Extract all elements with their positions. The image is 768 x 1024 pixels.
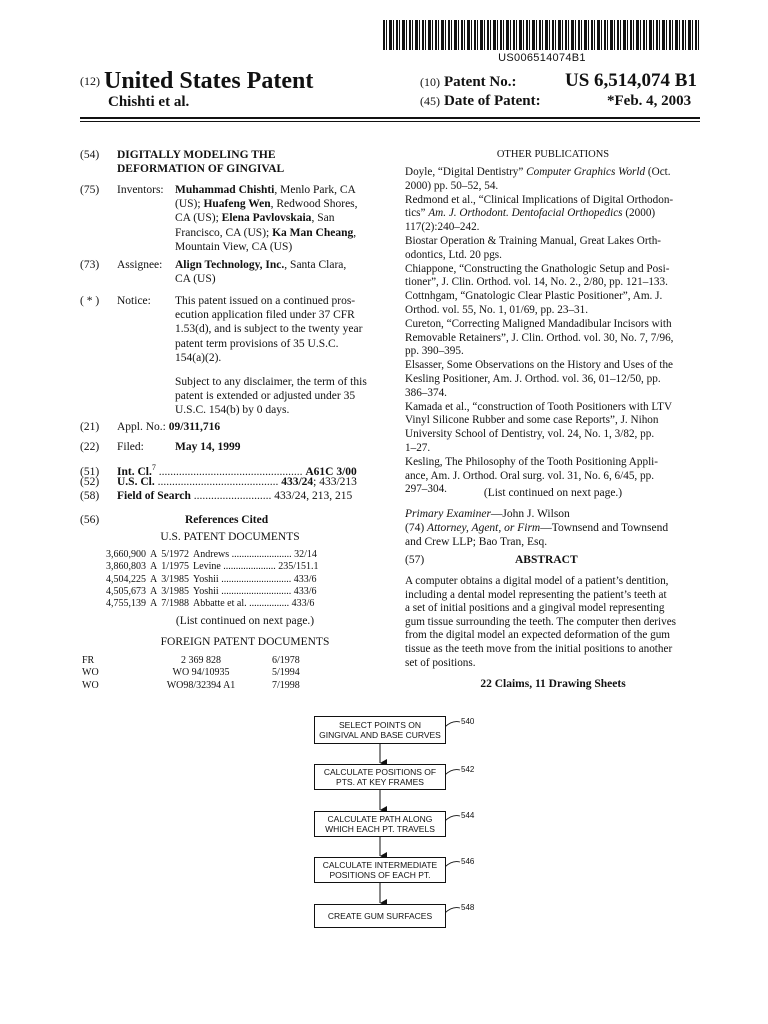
- pub-text: Cottnhgam, “Gnatologic Clear Plastic Positioner”, Am. J.: [405, 290, 663, 303]
- fos-label: Field of Search: [117, 490, 191, 502]
- assignee-code: (73): [80, 259, 100, 271]
- abstract-line: gum tissue surrounding the teeth. The computer then derives: [405, 615, 677, 628]
- doc-name: Yoshii: [193, 573, 219, 585]
- doc-dots: ............................: [218, 573, 294, 585]
- uscl-rest: ; 433/213: [313, 476, 357, 488]
- assignee-line2: CA (US): [175, 273, 216, 286]
- doc-date: 5/1972: [161, 549, 190, 560]
- us-list-continued: (List continued on next page.): [175, 615, 315, 627]
- pub-text: Biostar Operation & Training Manual, Great Lakes Orth-: [405, 234, 662, 247]
- inventor-2-loc: , Redwood Shores,: [270, 198, 358, 211]
- pub-text: Kesling, The Philosophy of the Tooth Positioning Appli-: [405, 455, 659, 468]
- doc-dots: ........................: [229, 549, 295, 560]
- doc-class: 433/6: [291, 598, 315, 610]
- inventor-5-loc: Mountain View, CA (US): [175, 240, 293, 253]
- disclaimer-line: U.S.C. 154(b) by 0 days.: [175, 404, 290, 417]
- notice-line: This patent issued on a continued pros-: [175, 295, 356, 307]
- ref-label-548: 548: [461, 903, 475, 912]
- intcl-dots: ..................................................: [155, 465, 306, 478]
- doc-dots: .....................: [220, 561, 279, 573]
- ref-leader-540: [445, 722, 460, 727]
- doc-class: 433/6: [293, 573, 317, 585]
- title-code: (54): [80, 149, 100, 161]
- abstract-line: tissue as the teeth move from the initial positions to another: [405, 642, 673, 655]
- pub-text: 297–304.: [405, 483, 447, 496]
- attorney-label: Attorney, Agent, or Firm: [427, 522, 541, 534]
- pub-text: 117(2):240–242.: [405, 221, 480, 234]
- pub-text: Doyle, “Digital Dentistry”: [405, 166, 527, 178]
- us-docs-title: U.S. PATENT DOCUMENTS: [160, 531, 300, 543]
- appl-label: Appl. No.:: [117, 421, 166, 433]
- title-line2: DEFORMATION OF GINGIVAL: [117, 163, 285, 176]
- fos-code: (58): [80, 490, 100, 502]
- fos-dots: ...........................: [190, 490, 275, 502]
- uscl-dots: ..........................................: [154, 476, 282, 488]
- doc-date: 1/1975: [161, 561, 190, 573]
- patent-date: *Feb. 4, 2003: [607, 93, 692, 109]
- authors: Chishti et al.: [108, 94, 190, 110]
- notice-line: 154(a)(2).: [175, 351, 222, 364]
- abstract-line: set of positions.: [405, 656, 476, 669]
- doc-country: WO: [82, 667, 99, 679]
- doc-dots: ............................: [218, 585, 294, 597]
- ref-label-546: 546: [461, 857, 475, 866]
- pub-text: University School of Dentistry, vol. 24, No. 1, 3/82, pp.: [405, 428, 655, 441]
- title-line1: DIGITALLY MODELING THE: [117, 149, 276, 161]
- refs-title: References Cited: [185, 514, 269, 526]
- inventor-2: Huafeng Wen: [203, 198, 271, 211]
- pub-text: Kesling Positioner, Am. J. Orthod. vol. 36, 01–12/50, pp.: [405, 372, 661, 385]
- doc-no: 4,504,225: [106, 573, 146, 585]
- inventor-3-pre: CA (US);: [175, 212, 222, 225]
- abstract-title: ABSTRACT: [515, 554, 578, 566]
- abstract-line: a set of initial positions and a gingival model representing: [405, 602, 665, 615]
- doc-date: 6/1978: [272, 655, 300, 666]
- disclaimer-line: Subject to any disclaimer, the term of this: [175, 376, 367, 389]
- pub-text: (2000): [622, 207, 656, 220]
- doc-name: Levine: [193, 561, 221, 573]
- doc-no: 2 369 828: [181, 655, 221, 666]
- assignee-loc: , Santa Clara,: [284, 259, 347, 271]
- doc-class: 32/14: [294, 549, 317, 560]
- doc-class: 433/6: [293, 585, 317, 597]
- flow-step-create-gum: [314, 904, 446, 928]
- attorney-code: (74): [405, 522, 428, 534]
- step-text: SELECT POINTS ON: [338, 720, 422, 730]
- doc-class: 235/151.1: [278, 561, 319, 573]
- doc-name: Yoshii: [193, 585, 219, 597]
- step-text: WHICH EACH PT. TRAVELS: [325, 824, 435, 834]
- notice-line: patent term provisions of 35 U.S.C.: [175, 337, 339, 350]
- step-text: CALCULATE POSITIONS OF: [323, 767, 437, 777]
- notice-label: Notice:: [117, 295, 151, 307]
- patent-number: US 6,514,074 B1: [565, 70, 697, 91]
- flow-step-calc-intermediate: [314, 857, 446, 883]
- inventors-label: Inventors:: [117, 184, 164, 196]
- pub-text: Orthod. vol. 55, No. 1, 01/69, pp. 23–31.: [405, 303, 589, 316]
- foreign-docs-title: FOREIGN PATENT DOCUMENTS: [160, 636, 330, 648]
- date-label-text: Date of Patent:: [444, 93, 541, 109]
- intcl-value: A61C 3/00: [305, 465, 357, 478]
- inventor-2-pre: (US);: [175, 198, 204, 211]
- pubs-list-continued: (List continued on next page.): [483, 487, 623, 499]
- doc-kind: A: [150, 573, 158, 585]
- ref-label-542: 542: [461, 765, 475, 774]
- inventor-3-loc: , San: [311, 212, 335, 225]
- fos-value: 433/24, 213, 215: [274, 490, 353, 502]
- assignee-name: Align Technology, Inc.: [175, 259, 285, 271]
- intcl-sup: 7: [151, 463, 156, 472]
- pub-journal: Computer Graphics World: [526, 166, 646, 178]
- kind-text: United States Patent: [104, 68, 314, 94]
- doc-kind: A: [150, 549, 158, 560]
- doc-kind: A: [150, 598, 158, 610]
- inventor-1: Muhammad Chishti: [175, 184, 275, 196]
- pub-text: odontics, Ltd. 20 pgs.: [405, 248, 502, 261]
- inventor-1-loc: , Menlo Park, CA: [274, 184, 356, 196]
- abstract-line: including a dental model representing the patient’s teeth at: [405, 588, 667, 601]
- appl-code: (21): [80, 421, 100, 433]
- doc-kind: A: [150, 585, 158, 597]
- pub-text: Elsasser, Some Observations on the History and Uses of the: [405, 359, 674, 372]
- doc-country: WO: [82, 679, 99, 691]
- examiner-name: —John J. Wilson: [490, 508, 570, 520]
- pub-text: 1–27.: [405, 441, 431, 454]
- ref-leader-544: [445, 816, 460, 821]
- ref-label-540: 540: [461, 717, 475, 726]
- assignee-label: Assignee:: [117, 259, 163, 271]
- step-text: CALCULATE INTERMEDIATE: [322, 860, 438, 870]
- notice-line: ecution application filed under 37 CFR: [175, 309, 355, 322]
- doc-name: Andrews: [193, 549, 230, 560]
- filed-date: May 14, 1999: [175, 441, 241, 453]
- pub-text: 2000) pp. 50–52, 54.: [405, 179, 499, 192]
- doc-dots: ................: [246, 598, 292, 610]
- step-text: POSITIONS OF EACH PT.: [329, 870, 431, 880]
- pub-text: Chiappone, “Constructing the Gnathologic Setup and Posi-: [405, 262, 670, 275]
- inventor-4-loc: ,: [353, 226, 357, 239]
- filed-code: (22): [80, 441, 100, 453]
- pub-text: Cureton, “Correcting Maligned Mandadibular Incisors with: [405, 317, 672, 330]
- pub-text: tioner”, J. Clin. Orthod. vol. 14, No. 2., 2/80, pp. 121–133.: [405, 276, 668, 289]
- doc-no: 4,755,139: [106, 598, 146, 610]
- appl-no: 09/311,716: [168, 421, 221, 433]
- disclaimer-line: patent is extended or adjusted under 35: [175, 390, 356, 403]
- patent-number-code: (10): [420, 75, 440, 89]
- uscl-code: (52): [80, 476, 100, 488]
- other-pubs-title: OTHER PUBLICATIONS: [496, 149, 610, 160]
- pub-text: pp. 390–395.: [405, 345, 464, 358]
- doc-date: 3/1985: [161, 573, 190, 585]
- abstract-line: from the digital model an expected deformation of the gum: [405, 629, 670, 642]
- pub-text: Removable Retainers”, J. Clin. Orthod. vol. 30, No. 7, 7/96,: [405, 331, 674, 344]
- flow-step-select-points: [314, 716, 446, 744]
- pub-text: 386–374.: [405, 386, 447, 399]
- notice-line: 1.53(d), and is subject to the twenty year: [175, 323, 363, 336]
- doc-country: FR: [82, 655, 95, 666]
- pub-text: tics”: [405, 207, 429, 220]
- refs-code: (56): [80, 514, 100, 526]
- doc-kind: A: [150, 561, 158, 573]
- attorney-line2: and Crew LLP; Bao Tran, Esq.: [405, 536, 548, 549]
- flow-step-calc-positions: [314, 764, 446, 790]
- barcode-number: US006514074B1: [498, 52, 586, 64]
- pub-text: Kamada et al., “construction of Tooth Positioners with LTV: [405, 400, 673, 413]
- ref-leader-542: [445, 770, 460, 775]
- doc-no: WO98/32394 A1: [166, 679, 236, 691]
- examiner-label: Primary Examiner: [405, 508, 491, 520]
- pub-text: Redmond et al., “Clinical Implications of Digital Orthodon-: [405, 193, 674, 206]
- step-text: GINGIVAL AND BASE CURVES: [319, 730, 441, 740]
- inventor-3: Elena Pavlovskaia: [221, 212, 312, 225]
- inventor-4-pre: Francisco, CA (US);: [175, 226, 273, 239]
- uscl-label: U.S. Cl.: [117, 476, 155, 488]
- intcl-code: (51): [80, 465, 100, 478]
- flow-step-calc-path: [314, 811, 446, 837]
- step-text: CREATE GUM SURFACES: [327, 911, 433, 921]
- step-text: CALCULATE PATH ALONG: [327, 814, 433, 824]
- doc-date: 3/1985: [161, 585, 190, 597]
- ref-leader-548: [445, 908, 460, 913]
- ref-label-544: 544: [461, 811, 475, 820]
- pub-text: (Oct.: [645, 166, 671, 178]
- doc-no: 3,660,900: [106, 549, 146, 560]
- doc-date: 7/1988: [161, 598, 190, 610]
- claims-count: 22 Claims, 11 Drawing Sheets: [480, 678, 626, 690]
- abstract-line: A computer obtains a digital model of a patient’s dentition,: [405, 575, 669, 587]
- doc-no: 3,860,803: [106, 561, 146, 573]
- abstract-code: (57): [405, 554, 425, 566]
- pub-text: ance, Am. J. Orthod. Oral surg. vol. 31, No. 6, 6/45, pp.: [405, 469, 655, 482]
- doc-name: Abbatte et al.: [193, 598, 247, 610]
- doc-date: 7/1998: [272, 679, 300, 691]
- patent-number-label-text: Patent No.:: [444, 74, 517, 90]
- intcl-label: Int. Cl.: [117, 465, 152, 478]
- inventor-4: Ka Man Cheang: [272, 226, 354, 239]
- uscl-value: 433/24: [281, 476, 314, 488]
- pub-text: Vinyl Silicone Rubber and some case Reports”, J. Nihon: [405, 414, 659, 427]
- date-code: (45): [420, 94, 440, 108]
- step-text: PTS. AT KEY FRAMES: [336, 777, 424, 787]
- doc-no: 4,505,673: [106, 585, 146, 597]
- attorney-name: —Townsend and Townsend: [540, 522, 669, 534]
- pub-journal: Am. J. Orthodont. Dentofacial Orthopedics: [428, 207, 623, 220]
- doc-no: WO 94/10935: [172, 667, 230, 679]
- filed-label: Filed:: [117, 441, 144, 453]
- doc-date: 5/1994: [272, 667, 300, 679]
- kind-code: (12): [80, 74, 100, 88]
- ref-leader-546: [445, 862, 460, 867]
- notice-code: ( * ): [80, 295, 100, 307]
- inventors-code: (75): [80, 184, 100, 196]
